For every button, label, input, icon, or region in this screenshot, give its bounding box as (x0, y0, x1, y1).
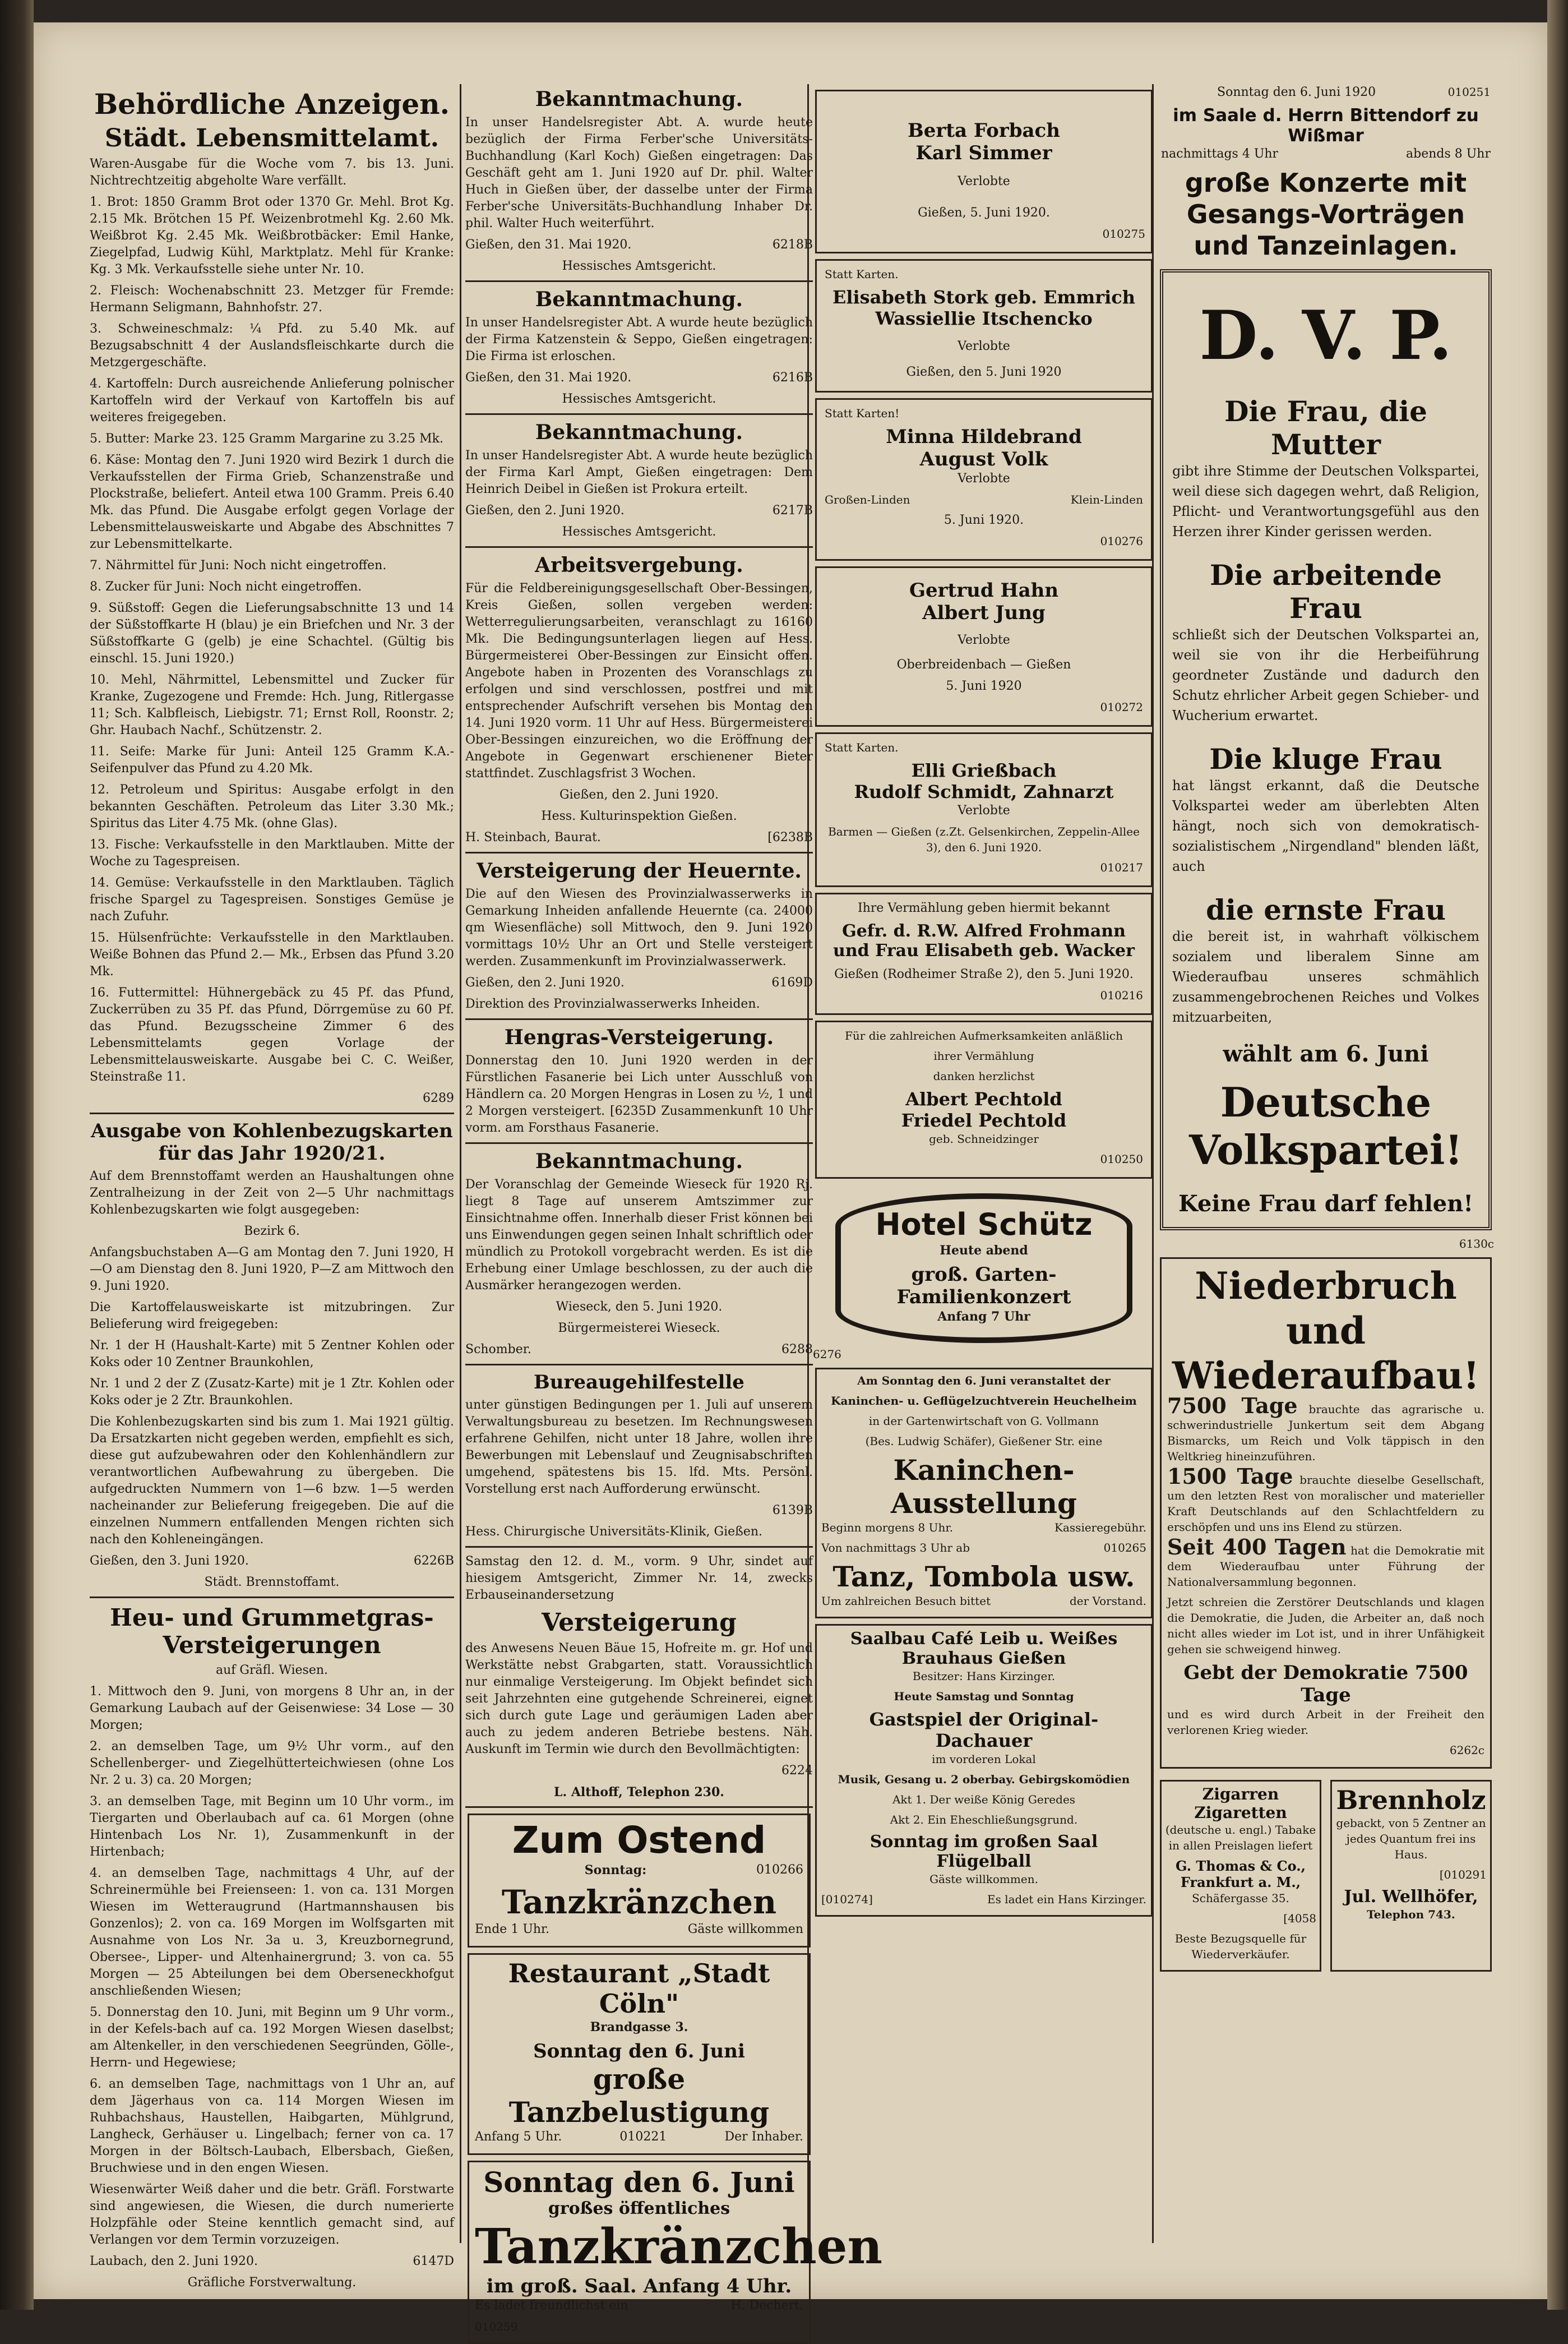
ad-code: 010217 (1100, 861, 1143, 874)
ad-event: Tanz, Tombola usw. (832, 1560, 1135, 1593)
paragraph: Samstag den 12. d. M., vorm. 9 Uhr, sindet auf hiesigem Amtsgericht, Zimmer Nr. 14, zwecks Erbauseinandersetzung (465, 1554, 813, 1602)
engaged-label: Verlobte (958, 174, 1010, 188)
ad-title: große Konzerte mit (1185, 168, 1467, 198)
notice-title: Städt. Lebensmittelamt. (104, 124, 440, 153)
column-official-notices (90, 84, 454, 2290)
ad-intro: Am Sonntag den 6. Juni veranstaltet der (857, 1374, 1111, 1387)
ad-event: Gastspiel der Original-Dachauer (869, 1709, 1099, 1751)
engaged-date: 5. Juni 1920. (943, 513, 1024, 527)
notice-date: Gießen, den 2. Juni 1920. (559, 788, 719, 802)
column-rule (460, 84, 461, 2243)
ad-time: abends 8 Uhr (1406, 147, 1491, 161)
column-political-ads (1158, 84, 1494, 2249)
engaged-place: Oberbreidenbach — Gießen (896, 658, 1071, 672)
paragraph: Für die Feldbereinigungsgesellschaft Ober-Bessingen, Kreis Gießen, sollen vergeben werden: Wetterregulierungsarbeiten, veranschlagt zu 16160 Mk. Die Bedingungsunterlagen liegen auf Hess. Bürgermeisterei Ober-Bessingen zur Einsicht offen. Angebote haben in Prozenten des Voranschlags zu erfolgen und sind verschlossen, postfrei und mit entsprechender Aufschrift versehen bis Montag den 14. Juni 1920 vorm. 11 Uhr auf Hess. Bürgermeisterei Ober-Bessingen einzureichen, wo die Eröffnung der Angebote in Gegenwart erschienener Bieter stattfindet. Zuschlagsfrist 3 Wochen. (465, 582, 813, 781)
list-item: 16. Futtermittel: Hühnergebäck zu 45 Pf. das Pfund, Zuckerrüben zu 35 Pf. das Pfund, Dörrgemüse zu 60 Pf. das Pfund. Bezugsscheine Zimmer 6 des Lebensmittelamts gegen Vorlage der Lebensmittelausweiskarte. Ausgabe bei C. C. Weißer, Steinstraße 11. (90, 986, 454, 1084)
notice-code: 6224 (781, 1764, 813, 1778)
thanks-name: geb. Schneidzinger (929, 1132, 1039, 1146)
list-item: 10. Mehl, Nährmittel, Lebensmittel und Zucker für Kranke, Zugezogene und Fremde: Hch. Jung, Ritlergasse 11; Sch. Kalbfleisch, Liebigstr. 71; Ernst Roll, Roonstr. 2; Ghr. Haubach Nachf., Schützenstr. 2. (90, 673, 454, 737)
book-binding (0, 0, 34, 2310)
ad-emphasis: Seit 400 Tagen (1167, 1534, 1347, 1559)
notice-signature: Hess. Kulturinspektion Gießen. (541, 809, 737, 823)
ad-program: Musik, Gesang u. 2 oberbay. Gebirgskomödien (838, 1773, 1130, 1786)
notice-code: 6169D (771, 976, 813, 990)
ad-code: [010291 (1439, 1868, 1487, 1881)
paragraph: Nr. 1 der H (Haushalt-Karte) mit 5 Zentner Kohlen oder Koks oder 10 Zentner Braunkohlen, (90, 1339, 454, 1369)
ad-code: 6276 (813, 1348, 841, 1361)
paragraph: schließt sich der Deutschen Volkspartei an, weil sie von ihr die Herbeiführung geordneter Zustände und dadurch den Schutz ehrlicher Arbeit gegen Schieber- und Wucherium erwartet. (1172, 627, 1479, 723)
engaged-name: Karl Simmer (915, 142, 1052, 164)
wedding-name: und Frau Elisabeth geb. Wacker (833, 941, 1135, 961)
ad-title: Gesangs-Vorträgen (1186, 199, 1465, 229)
notice-title: Heu- und Grummetgras-Versteigerungen (110, 1604, 434, 1659)
ad-day: Sonntag den 6. Juni (533, 2040, 745, 2062)
ad-code: 010259 (475, 2320, 518, 2333)
paragraph: Der Voranschlag der Gemeinde Wieseck für 1920 Rj. liegt 8 Tage auf unserem Amtszimmer zur Einsichtnahme offen. Innerhalb dieser Frist können bei uns Einwendungen gegen seinen Inhalt schriftlich oder mündlich zu Protokoll vorgebracht werden. Es ist die Erhebung einer Umlage beschlossen, zu der auch die Ausmärker herangezogen werden. (465, 1178, 813, 1293)
ad-title: Zigaretten (1194, 1803, 1287, 1822)
notice-signature: Hess. Chirurgische Universitäts-Klinik, Gießen. (465, 1525, 763, 1539)
notice-code: 6216B (772, 371, 813, 385)
list-item: 14. Gemüse: Verkaufsstelle in den Marktlauben. Täglich frische Spargel zu Tagespreisen. Sonstiges Gemüse je nach Zufuhr. (90, 876, 454, 924)
engaged-name: Albert Jung (922, 602, 1046, 624)
next-page-edge (1547, 0, 1568, 2310)
ad-emphasis: 1500 Tage (1167, 1464, 1293, 1489)
ad-city: Frankfurt a. M., (1180, 1874, 1301, 1890)
ad-event: groß. Garten-Familienkonzert (896, 1263, 1071, 1308)
notice-signature: Hessisches Amtsgericht. (562, 259, 716, 273)
paragraph: 6. an demselben Tage, nachmittags von 1 Uhr an, auf dem Jägerhaus von ca. 114 Morgen Wiesen im Ruhbachshaus, Haustellen, Haibgarten, Mühlgrund, Langheck, Gerhäuser u. Lingelbach; ferner von ca. 17 Morgen in der Böltsch-Laubach, Elbersbach, Gießen, Bruchwiese und in den engen Wiesen. (90, 2077, 454, 2175)
ad-code: [4058 (1283, 1912, 1316, 1925)
list-item: 1. Brot: 1850 Gramm Brot oder 1370 Gr. Mehl. Brot Kg. 2.15 Mk. Brötchen 15 Pf. Weizenbrotmehl Kg. 2.60 Mk. Weißbrot Kg. 2.45 Mk. Weißbrotbäcker: Emil Hanke, Ziegelpfad, Ludwig Kühl, Marktplatz. Mehl für Kranke: Kg. 3 Mk. Verkaufsstelle siehe unter Nr. 10. (90, 195, 454, 276)
notice-title: Ausgabe von Kohlenbezugskarten für das Jahr 1920/21. (91, 1120, 453, 1165)
party-name: Deutsche (1220, 1078, 1432, 1126)
ad-fee: Kassieregebühr. (1054, 1521, 1146, 1534)
list-item: 3. Schweineschmalz: ¼ Pfd. zu 5.40 Mk. auf Bezugsabschnitt 4 der Auslandsfleischkarte durch die Metzgergeschäfte. (90, 322, 454, 370)
paragraph: 2. an demselben Tage, um 9½ Uhr vorm., auf den Schellenberger- und Ziegelhütterteichwiesen (ohne Los Nr. 2 u. 3) ca. 20 Morgen; (90, 1739, 454, 1787)
list-item: 5. Butter: Marke 23. 125 Gramm Margarine zu 3.25 Mk. (90, 432, 444, 446)
notice-signature: Hessisches Amtsgericht. (562, 525, 716, 539)
ad-code: 010275 (1102, 227, 1145, 241)
ad-title: Zum Ostend (512, 1819, 766, 1862)
notice-date: Wieseck, den 5. Juni 1920. (556, 1300, 723, 1314)
ad-code: 010250 (1100, 1152, 1143, 1166)
ad-title: Zigarren (1202, 1785, 1279, 1803)
ad-title: Restaurant „Stadt Cöln" (508, 1958, 770, 2019)
paragraph: 4. an demselben Tage, nachmittags 4 Uhr, auf der Schreinermühle bei Freienseen: 1. von ca. 131 Morgen Wiesen im Wetteraugrund (Hartmannshausen bis Gonzenlos); 2. von ca. 169 Morgen im Wolfsgarten mit Ausnahme von Los Nr. 3a u. 3, Kreuzbornegrund, Obersee-, Lipper- und Altenhainergrund; 3. von ca. 55 Morgen — 25 Abteilungen bei dem Oberseneckhofgut anschließenden Wiesen; (90, 1866, 454, 1998)
ad-code: 010266 (756, 1863, 803, 1877)
ad-owner: Der Inhaber. (724, 2130, 803, 2144)
list-item: 9. Süßstoff: Gegen die Lieferungsabschnitte 13 und 14 der Süßstoffkarte H (blau) je ein Briefchen und Nr. 3 der Süßstoffkarte G (gelb) je eine Schachtel. (Gültig bis einschl. 15. Juni 1920.) (90, 601, 454, 666)
paragraph: 3. an demselben Tage, mit Beginn um 10 Uhr vorm., im Tiergarten und Oberlaubach auf ca. 61 Morgen (ohne Hintenbach Los Nr. 1), Zusammenkunft in der Hirtenbach; (90, 1794, 454, 1859)
notice-title: Versteigerung (542, 1608, 737, 1637)
paragraph: die bereit ist, in wahrhaft völkischem sozialem und liberalem Sinne am Wiederaufbau unseres schmählich zusammengebrochenen Reiches und Volkes mitzuarbeiten, (1172, 929, 1479, 1025)
notice-signature: Gräfliche Forstverwaltung. (187, 2276, 357, 2290)
wedding-intro: Ihre Vermählung geben hiermit bekannt (858, 901, 1110, 915)
notice-title: Bekanntmachung. (535, 288, 743, 311)
notice-code: 6217B (772, 504, 813, 518)
ad-event: Sonntag im großen Saal Flügelball (869, 1832, 1098, 1871)
ad-heading: die ernste Frau (1206, 893, 1446, 926)
paragraph: hat längst erkannt, daß die Deutsche Volkspartei weder am überlebten Alten hängt, noch sich von demokratisch-sozialistischem „Nirgendland" blenden läßt, auch (1172, 778, 1479, 874)
ad-code: 010216 (1100, 989, 1143, 1002)
ad-code: 010276 (1100, 534, 1143, 548)
paragraph: In unser Handelsregister Abt. A. wurde heute bezüglich der Firma Ferber'sche Universitäts-Buchhandlung (Karl Koch) Gießen eingetragen: Das Geschäft geht am 1. Juni 1920 auf Dr. phil. Walter Huch in Gießen über, der dasselbe unter der Firma Ferber'sche Universitäts-Buchhandlung Inhaber Dr. phil. Walter Huch weiterführt. (465, 116, 813, 230)
notice-title: Bekanntmachung. (535, 421, 743, 444)
list-item: 8. Zucker für Juni: Noch nicht eingetroffen. (90, 580, 362, 594)
notice-signature: L. Althoff, Telephon 230. (554, 1785, 724, 1799)
ad-header: Statt Karten. (825, 741, 899, 754)
ad-address: Brandgasse 3. (590, 2020, 688, 2034)
notice-date: Gießen, den 2. Juni 1920. (465, 504, 625, 518)
ad-where: im vorderen Lokal (932, 1752, 1036, 1766)
ad-name: Jul. Wellhöfer, (1344, 1887, 1478, 1907)
notice-signature: Schomber. (465, 1342, 531, 1356)
engaged-name: Elisabeth Stork geb. Emmrich (832, 287, 1136, 308)
notice-signature: Städt. Brennstoffamt. (204, 1575, 340, 1589)
list-item: 6. Käse: Montag den 7. Juni 1920 wird Bezirk 1 durch die Verkaufsstellen der Firma Grieb, Schanzenstraße und Plockstraße, beliefert. Anteil etwa 100 Gramm. Preis 6.40 Mk. das Pfund. Die Ausgabe erfolgt gegen Vorlage der Lebensmittelausweiskarte und Abgabe des Abschnittes 7 zur Lebensmittelkarte. (90, 453, 454, 551)
engaged-place: Klein-Linden (1070, 493, 1143, 506)
engaged-name: Elli Grießbach (911, 760, 1057, 781)
engaged-name: Minna Hildebrand (886, 426, 1082, 448)
notice-date: Gießen, den 3. Juni 1920. (90, 1554, 249, 1568)
ad-title: Sonntag den 6. Juni (483, 2166, 795, 2199)
paragraph: Auf dem Brennstoffamt werden an Haushaltungen ohne Zentralheizung in der Zeit von 2—5 Uhr nachmittags Kohlenbezugskarten wie folgt ausgegeben: (90, 1169, 454, 1217)
notice-code: 6147D (413, 2254, 454, 2268)
ad-code: 010251 (1447, 85, 1491, 99)
ad-intro: (Bes. Ludwig Schäfer), Gießener Str. eine (865, 1434, 1103, 1448)
notice-date: Gießen, den 2. Juni 1920. (465, 976, 625, 990)
notice-title: Bureaugehilfestelle (534, 1371, 744, 1394)
list-item: 15. Hülsenfrüchte: Verkaufsstelle in den Marktlauben. Weiße Bohnen das Pfund 2.— Mk., Erbsen das Pfund 3.20 Mk. (90, 931, 454, 979)
ad-phone: Telephon 743. (1367, 1908, 1455, 1921)
notice-title: Versteigerung der Heuernte. (477, 859, 802, 883)
ad-where: im groß. Saal. Anfang 4 Uhr. (486, 2275, 792, 2297)
notice-signature: Direktion des Provinzialwasserwerks Inheiden. (465, 997, 760, 1011)
ad-time: nachmittags 4 Uhr (1161, 147, 1279, 161)
ad-event: Tanzkränzchen (501, 1883, 777, 1921)
ad-title: Brennholz (1336, 1785, 1486, 1815)
thanks-intro: ihrer Vermählung (933, 1049, 1034, 1063)
paragraph: Nr. 1 und 2 der Z (Zusatz-Karte) mit je 1 Ztr. Kohlen oder Koks oder je 2 Ztr. Braunkohlen. (90, 1377, 454, 1408)
engaged-name: Wassiellie Itschencko (875, 308, 1093, 329)
engaged-label: Verlobte (958, 339, 1010, 353)
ad-event: Tanzkränzchen (475, 2218, 882, 2275)
ad-code: 010265 (1103, 1541, 1146, 1554)
paragraph: gibt ihre Stimme der Deutschen Volkspartei, weil diese sich dagegen wehrt, daß Religion, Pflicht- und Verantwortungsgefühl aus den Herzen ihrer Kinder gerissen werden. (1172, 463, 1479, 539)
notice-code: 6139B (772, 1503, 813, 1517)
paragraph: 1. Mittwoch den 9. Juni, von morgens 8 Uhr an, in der Gemarkung Laubach auf der Geisenwiese: 34 Lose — 30 Morgen; (90, 1685, 454, 1732)
ad-start: Anfang 5 Uhr. (475, 2130, 562, 2144)
ad-act: Akt 2. Ein Eheschließungsgrund. (890, 1813, 1078, 1826)
paragraph: 5. Donnerstag den 10. Juni, mit Beginn um 9 Uhr vorm., in der Kefels-bach auf ca. 192 Morgen Wiesen daselbst; am Altenkeller, in den verschiedenen Seegründen, Gölle-, Herrn- und Hegewiese; (90, 2005, 454, 2070)
paragraph: Donnerstag den 10. Juni 1920 werden in der Fürstlichen Fasanerie bei Lich unter Ausschluß von Händlern ca. 20 Morgen Hengras in Losen zu ½, 1 und 2 Morgen versteigert. [6235D Zusammenkunft 10 Uhr vorm. am Forsthaus Fasanerie. (465, 1054, 813, 1135)
list-item: 12. Petroleum und Spiritus: Ausgabe erfolgt in den bekannten Geschäften. Petroleum das Liter 3.30 Mk.; Spiritus das Liter 4.75 Mk. (ohne Glas). (90, 783, 454, 830)
thanks-name: Albert Pechtold (905, 1088, 1062, 1110)
notice-signature: H. Steinbach, Baurat. (465, 830, 601, 845)
ad-title: Niederbruch und (1195, 1264, 1457, 1353)
wedding-name: Gefr. d. R.W. Alfred Frohmann (842, 921, 1126, 941)
wedding-place: Gießen (Rodheimer Straße 2), den 5. Juni 1920. (834, 967, 1134, 981)
ad-title: Wiederaufbau! (1172, 1354, 1479, 1397)
ad-day: Sonntag den 6. Juni 1920 (1217, 85, 1376, 99)
thanks-intro: Für die zahlreichen Aufmerksamkeiten anläßlich (845, 1029, 1123, 1042)
paragraph: hat die Demokratie mit dem Wiederaufbau unter Führung der Nationalversammlung begonnen. (1167, 1544, 1484, 1589)
ad-subtitle: Heute abend (940, 1243, 1028, 1258)
ad-welcome: Gäste willkommen. (929, 1872, 1038, 1886)
ad-end: Ende 1 Uhr. (475, 1922, 550, 1936)
notice-code: 6226B (413, 1554, 454, 1568)
list-item: 7. Nährmittel für Juni: Noch nicht eingetroffen. (90, 559, 387, 573)
paragraph: des Anwesens Neuen Bäue 15, Hofreite m. gr. Hof und Werkstätte nebst Grabgarten, statt. Voraussichtlich nur einmalige Versteigerung. Im Objekt befindet sich seit Jahrzehnten eine gutgehende Schreinerei, eignet sich durch gute Lage und geräumigen Laden aber auch zu jedem anderen Betriebe bestens. Näh. Auskunft im Termin wie durch den Bevollmächtigten: (465, 1641, 813, 1756)
ad-vote: wählt am 6. Juni (1223, 1041, 1429, 1067)
ad-act: Akt 1. Der weiße König Geredes (892, 1793, 1076, 1806)
party-name: Volkspartei! (1188, 1126, 1463, 1174)
ad-welcome: Gäste willkommen (687, 1922, 803, 1936)
list-item: 4. Kartoffeln: Durch ausreichende Anlieferung polnischer Kartoffeln wird der Verkauf von Kartoffeln bis auf weiteres freigegeben. (90, 377, 454, 424)
ad-code: [010274] (821, 1893, 873, 1906)
ad-title: Saalbau Café Leib u. Weißes Brauhaus Gießen (850, 1629, 1118, 1668)
ad-start: Anfang 7 Uhr (937, 1309, 1030, 1324)
paragraph: Bezirk 6. (244, 1224, 300, 1238)
notice-date: Laubach, den 2. Juni 1920. (90, 2254, 258, 2268)
engaged-label: Verlobte (958, 804, 1010, 818)
ad-code: 010272 (1100, 700, 1143, 714)
thanks-name: Friedel Pechtold (901, 1110, 1067, 1131)
ad-emphasis: 7500 Tage (1167, 1393, 1298, 1418)
notice-code: 6218B (772, 238, 813, 252)
paragraph: Die auf den Wiesen des Provinzialwasserwerks in Gemarkung Inheiden anfallende Heuernte (ca. 24000 qm Wiesenfläche) soll Mittwoch, den 9. Juni 1920 vormittags 10½ Uhr an Ort und Stelle versteigert werden. Zusammenkunft im Provinzialwasserwerk. (465, 887, 813, 968)
list-item: 11. Seife: Marke für Juni: Anteil 125 Gramm K.A.-Seifenpulver das Pfund zu 4.20 Mk. (90, 745, 454, 776)
section-title: Behördliche Anzeigen. (94, 87, 450, 121)
notice-title: Bekanntmachung. (535, 1150, 743, 1173)
engaged-date: 5. Juni 1920 (946, 679, 1022, 693)
paragraph: gebackt, von 5 Zentner an jedes Quantum frei ins Haus. (1336, 1816, 1486, 1861)
party-logo: D. V. P. (1199, 296, 1453, 375)
ad-after: Von nachmittags 3 Uhr ab (821, 1541, 970, 1554)
ad-subtitle: großes öffentliches (548, 2199, 730, 2218)
paragraph: und es wird durch Arbeit in der Freiheit den verlorenen Krieg wieder. (1167, 1708, 1484, 1737)
ad-code: 6130c (1459, 1237, 1494, 1251)
ad-street: Schäfergasse 35. (1192, 1891, 1289, 1905)
notice-title: Arbeitsvergebung. (535, 553, 743, 577)
ad-code: 6262c (1449, 1743, 1484, 1757)
ad-note: Beste Bezugsquelle für Wiederverkäufer. (1174, 1932, 1307, 1961)
paragraph: In unser Handelsregister Abt. A wurde heute bezüglich der Firma Karl Ampt, Gießen eingetragen: Dem Heinrich Deibel in Gießen ist Prokura erteilt. (465, 449, 813, 496)
ad-sign: der Vorstand. (1069, 1594, 1146, 1608)
ad-invite: Es ladet ein Hans Kirzinger. (987, 1893, 1146, 1906)
engaged-name: Rudolf Schmidt, Zahnarzt (854, 781, 1114, 802)
engaged-name: Gertrud Hahn (909, 579, 1059, 602)
paragraph: (deutsche u. engl.) Tabake in allen Preislagen liefert (1165, 1823, 1316, 1852)
engaged-place: Barmen — Gießen (z.Zt. Gelsenkirchen, Zeppelin-Allee 3), den 6. Juni 1920. (828, 825, 1140, 854)
notice-date: Gießen, den 31. Mai 1920. (465, 371, 632, 385)
engaged-label: Verlobte (958, 633, 1010, 647)
engaged-place: Großen-Linden (825, 493, 910, 506)
ad-intro: in der Gartenwirtschaft von G. Vollmann (868, 1414, 1099, 1428)
ad-slogan: Keine Frau darf fehlen! (1178, 1191, 1473, 1217)
ad-event: große Tanzbelustigung (508, 2062, 770, 2129)
ad-days: Heute Samstag und Sonntag (894, 1690, 1074, 1703)
paragraph: Die Kartoffelausweiskarte ist mitzubringen. Zur Belieferung wird freigegeben: (90, 1300, 454, 1331)
paragraph: Anfangsbuchstaben A—G am Montag den 7. Juni 1920, H—O am Dienstag den 8. Juni 1920, P—Z am Mittwoch den 9. Juni 1920. (90, 1245, 454, 1293)
thanks-intro: danken herzlichst (933, 1069, 1035, 1083)
engaged-place: Gießen, den 5. Juni 1920 (906, 365, 1062, 379)
notice-title: Bekanntmachung. (535, 87, 743, 111)
ad-heading: Die arbeitende Frau (1209, 559, 1442, 625)
paragraph: In unser Handelsregister Abt. A wurde heute bezüglich der Firma Katzenstein & Seppo, Gießen eingetragen: Die Firma ist erloschen. (465, 316, 813, 363)
engaged-label: Verlobte (958, 472, 1010, 486)
ad-owner: Besitzer: Hans Kirzinger. (912, 1669, 1056, 1683)
ad-begin: Beginn morgens 8 Uhr. (821, 1521, 954, 1534)
ad-title: und Tanzeinlagen. (1194, 230, 1458, 261)
notice-date: Gießen, den 31. Mai 1920. (465, 238, 632, 252)
ad-invite: Um zahlreichen Besuch bittet (821, 1594, 991, 1608)
engaged-place: Gießen, 5. Juni 1920. (918, 206, 1050, 220)
ad-event: Kaninchen-Ausstellung (890, 1454, 1077, 1520)
paragraph: brauchte das agrarische u. schwerindustrielle Junkertum seit dem Abgang Bismarcks, um Reich und Volk täppisch in den Weltkrieg hineinzuführen. (1167, 1402, 1484, 1463)
notice-signature: Hessisches Amtsgericht. (562, 392, 716, 406)
notice-code: [6238B (767, 830, 813, 845)
ad-header: Statt Karten! (825, 407, 900, 420)
column-family-ads (813, 84, 1155, 2249)
ad-company: G. Thomas & Co., (1176, 1858, 1306, 1874)
ad-title: Hotel Schütz (875, 1207, 1093, 1242)
paragraph: unter günstigen Bedingungen per 1. Juli auf unserem Verwaltungsbureau zu besetzen. Im Rechnungswesen erfahrene Gehilfen, nicht unter 18 Jahre, wollen ihre Bewerbungen mit Lebenslauf und Zeugnisabschriften umgehend, spätestens bis 15. lfd. Mts. Persönl. Vorstellung erst nach Aufforderung erwünscht. (465, 1398, 813, 1496)
ad-host: H. Dechert. (730, 2299, 803, 2313)
paragraph: Wiesenwärter Weiß daher und die betr. Gräfl. Forstwarte sind angewiesen, die Wiesen, die durch numerierte Holzpfähle oder Steine kenntlich gemacht sind, auf Verlangen vor dem Termin vorzuzeigen. (90, 2182, 454, 2247)
notice-code: 6289 (423, 1091, 454, 1105)
notice-signature: Bürgermeisterei Wieseck. (558, 1321, 720, 1335)
notice-subtitle: auf Gräfl. Wiesen. (215, 1663, 329, 1677)
ad-heading: Die Frau, die Mutter (1224, 395, 1427, 461)
paragraph: Die Kohlenbezugskarten sind bis zum 1. Mai 1921 gültig. Da Ersatzkarten nicht gegeben werden, empfiehlt es sich, diese gut aufzubewahren oder den Kohlenhändlern zur verantwortlichen Aufbewahrung zu übergeben. Die aufgedruckten Nummern von 1—6 bzw. 1—5 werden nacheinander zur Belieferung freigegeben. Die auf die einzelnen Nummern entfallenden Mengen richten sich nach den Kohleneingängen. (90, 1415, 454, 1547)
ad-heading: Die kluge Frau (1209, 742, 1442, 776)
paragraph: brauchte dieselbe Gesellschaft, um den letzten Rest von moralischer und materieller Kraft Deutschlands auf den Schlachtfeldern zu erschöpfen und uns ins Elend zu stürzen. (1167, 1473, 1484, 1534)
ad-header: Statt Karten. (825, 267, 899, 281)
ad-day: Sonntag: (584, 1863, 647, 1877)
engaged-name: Berta Forbach (908, 119, 1060, 142)
notice-title: Hengras-Versteigerung. (504, 1026, 774, 1049)
ad-place: im Saale d. Herrn Bittendorf zu Wißmar (1173, 105, 1479, 146)
list-item: 2. Fleisch: Wochenabschnitt 23. Metzger für Fremde: Hermann Seligmann, Bahnhofstr. 27. (90, 284, 454, 315)
ad-intro: Kaninchen- u. Geflügelzuchtverein Heuchelheim (831, 1394, 1137, 1408)
ad-emphasis: Gebt der Demokratie 7500 Tage (1183, 1662, 1468, 1706)
notice-intro: Waren-Ausgabe für die Woche vom 7. bis 13. Juni. Nichtrechtzeitig abgeholte Ware verfällt. (90, 157, 454, 188)
notice-code: 6288 (781, 1342, 813, 1356)
ad-invite: Es ladet freundlichst ein (475, 2299, 628, 2313)
ad-code: 010221 (619, 2130, 667, 2144)
engaged-name: August Volk (919, 448, 1048, 470)
paragraph: Jetzt schreien die Zerstörer Deutschlands und klagen die Demokratie, die Juden, die Arbeiter an, daß noch nicht alles wieder im Lot ist, und in ihrer Unfähigkeit gehen sie schweigend hinweg. (1167, 1595, 1484, 1656)
list-item: 13. Fische: Verkaufsstelle in den Marktlauben. Mitte der Woche zu Tagespreisen. (90, 838, 454, 869)
